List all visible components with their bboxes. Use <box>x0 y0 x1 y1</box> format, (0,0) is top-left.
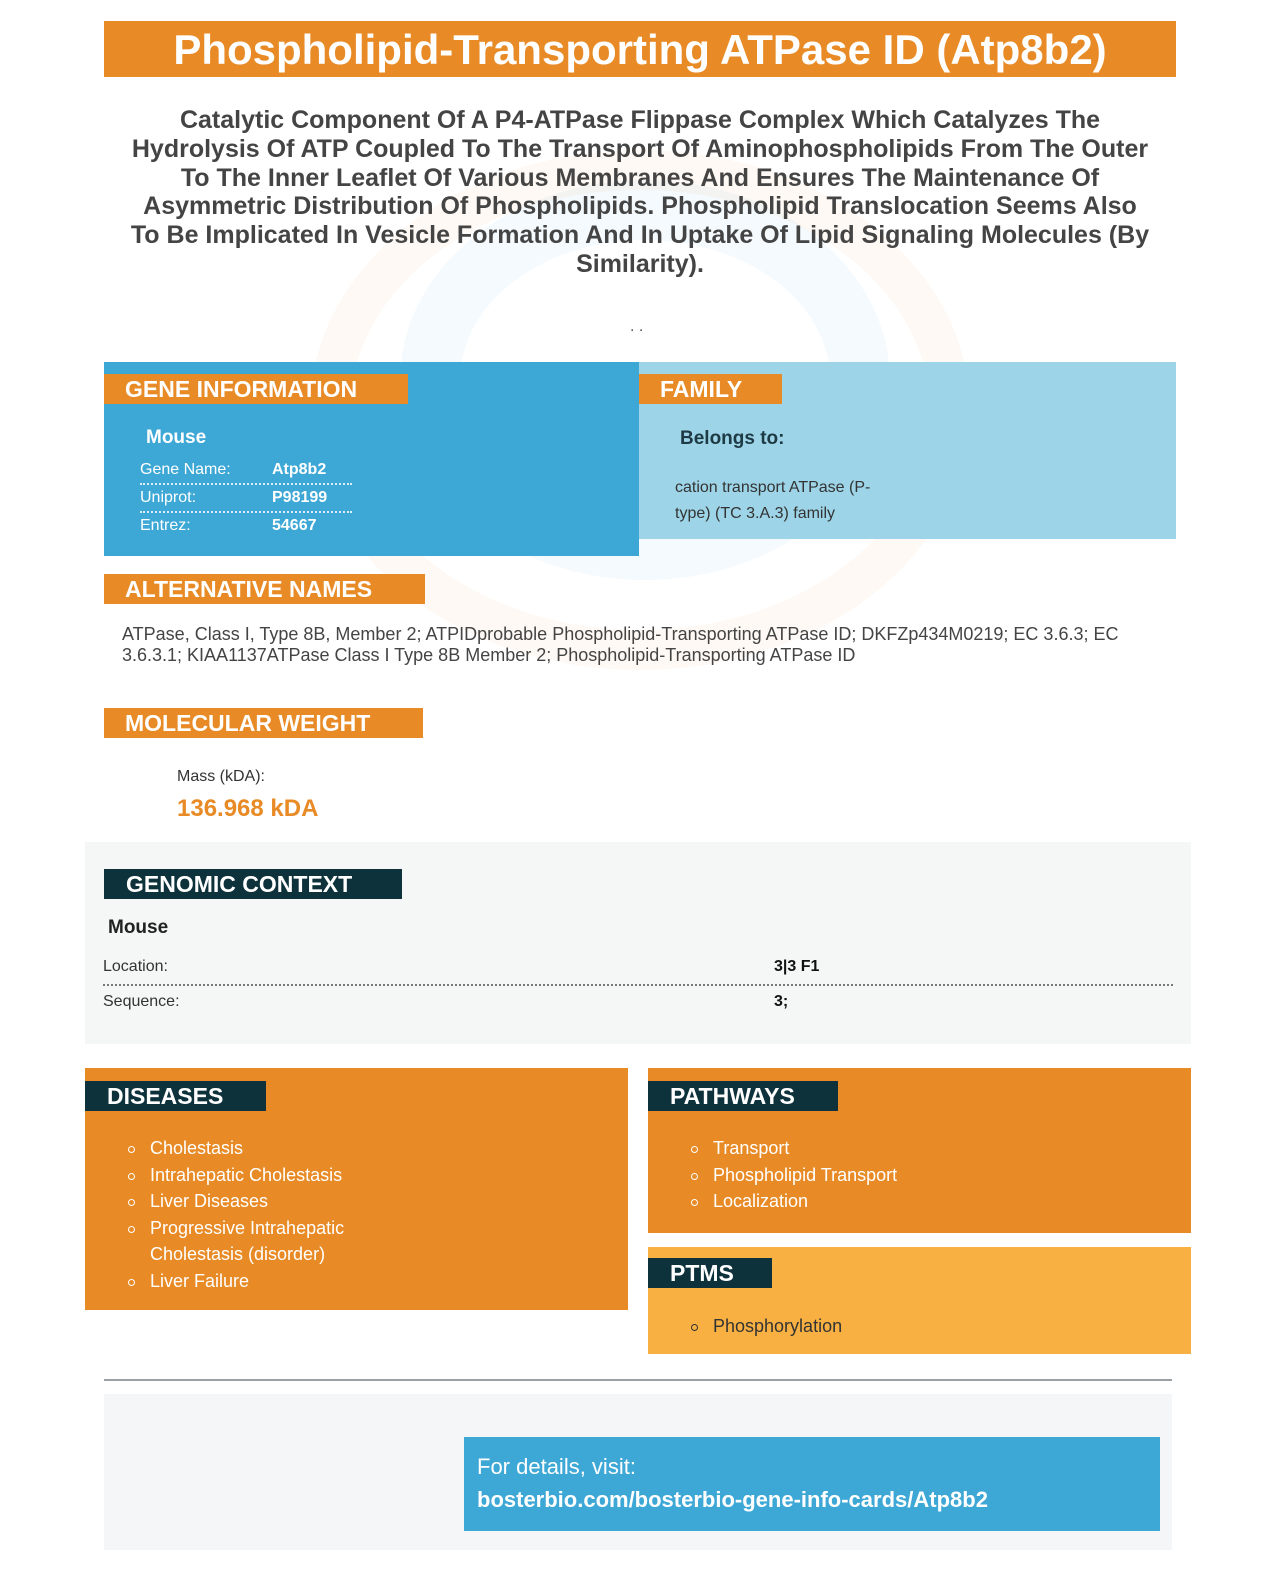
pathways-list <box>689 1135 1089 1215</box>
ptm-item: Phosphorylation <box>689 1313 1089 1340</box>
pathways-panel <box>648 1068 1191 1233</box>
pathway-item: Localization <box>689 1188 1089 1215</box>
visit-label: For details, visit: <box>477 1454 636 1479</box>
pathway-item: Phospholipid Transport <box>689 1162 1089 1189</box>
details-url-link[interactable]: bosterbio.com/bosterbio-gene-info-cards/Atp8b2 <box>477 1487 988 1512</box>
disease-item: Intrahepatic Cholestasis <box>126 1162 366 1189</box>
location-value: 3|3 F1 <box>774 958 820 975</box>
ellipsis-text: . . <box>630 318 644 335</box>
mass-value: 136.968 kDA <box>177 795 319 822</box>
pathway-item: Transport <box>689 1135 1089 1162</box>
page-title: Phospholipid-Transporting ATPase ID (Atp8b2) <box>104 21 1176 77</box>
disease-item: Progressive Intrahepatic Cholestasis (disorder) <box>126 1215 366 1268</box>
gene-row-uniprot <box>140 485 352 513</box>
disease-item: Liver Diseases <box>126 1188 366 1215</box>
alternative-names-text: ATPase, Class I, Type 8B, Member 2; ATPIDprobable Phospholipid-Transporting ATPase ID; DKFZp434M0219; EC 3.6.3; EC 3.6.3.1; KIAA1137ATPase Class I Type 8B Member 2; Phospholipid-Transporting ATPase ID <box>122 624 1119 665</box>
gene-row-entrez <box>140 513 352 539</box>
family-heading: FAMILY <box>639 374 782 404</box>
sequence-value: 3; <box>774 993 789 1010</box>
genomic-row-sequence <box>103 985 1173 1019</box>
genomic-species: Mouse <box>108 917 169 938</box>
ptms-panel <box>648 1247 1191 1354</box>
molecular-weight-heading: MOLECULAR WEIGHT <box>104 708 423 738</box>
disease-item: Cholestasis <box>126 1135 366 1162</box>
pathways-heading: PATHWAYS <box>648 1081 838 1111</box>
details-link-box[interactable] <box>464 1437 1160 1531</box>
gene-info-table <box>140 457 352 539</box>
family-text: cation transport ATPase (P-type) (TC 3.A.3) family <box>675 479 871 522</box>
location-label: Location: <box>103 958 168 975</box>
mass-label: Mass (kDA): <box>177 768 265 785</box>
ptms-list <box>689 1313 1089 1340</box>
entrez-value: 54667 <box>272 517 317 534</box>
entrez-label: Entrez: <box>140 517 191 534</box>
belongs-to-label: Belongs to: <box>680 428 785 449</box>
disease-item: Liver Failure <box>126 1268 366 1295</box>
uniprot-value: P98199 <box>272 489 328 506</box>
diseases-list <box>126 1135 366 1294</box>
diseases-panel <box>85 1068 628 1310</box>
gene-name-label: Gene Name: <box>140 461 231 478</box>
genomic-context-heading: GENOMIC CONTEXT <box>104 869 402 899</box>
uniprot-label: Uniprot: <box>140 489 197 506</box>
gene-name-value: Atp8b2 <box>272 461 327 478</box>
ptms-heading: PTMS <box>648 1258 772 1288</box>
diseases-heading: DISEASES <box>85 1081 266 1111</box>
sequence-label: Sequence: <box>103 993 180 1010</box>
gene-information-heading: GENE INFORMATION <box>104 374 408 404</box>
genomic-row-location <box>103 950 1173 986</box>
footer-divider <box>104 1379 1172 1381</box>
alternative-names-heading: ALTERNATIVE NAMES <box>104 574 425 604</box>
gene-row-name <box>140 457 352 485</box>
gene-species: Mouse <box>146 427 207 448</box>
protein-description: Catalytic Component Of A P4-ATPase Flippase Complex Which Catalyzes The Hydrolysis Of ATP Coupled To The Transport Of Aminophospholipids From The Outer To The Inner Leaflet Of Various Membranes And Ensures The Maintenance Of Asymmetric Distribution Of Phospholipids. Phospholipid Translocation Seems Also To Be Implicated In Vesicle Formation And In Uptake Of Lipid Signaling Molecules (By Similarity). <box>130 106 1150 278</box>
